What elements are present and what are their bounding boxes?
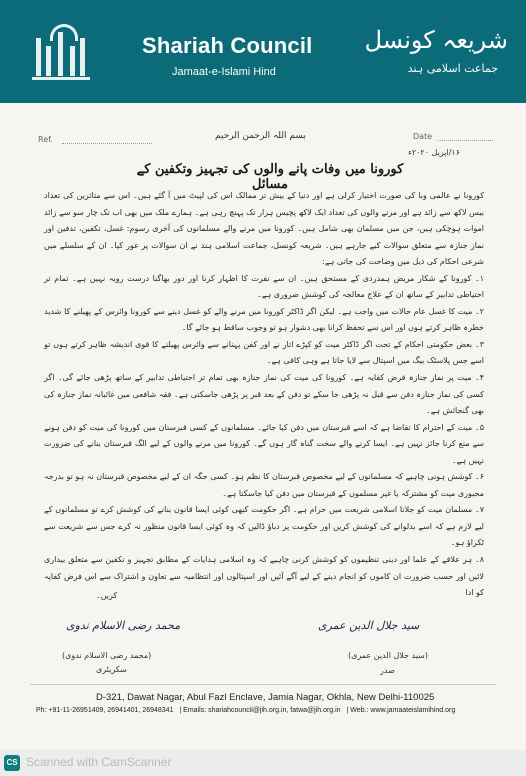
- point-4: ۴۔ میت پر نماز جنازہ فرض کفایہ ہے۔ کورونا کی میت کی نماز جنازہ بھی تمام تر احتیاطی تدابیر کے ساتھ پڑھی جائے گی۔ اگر کسی کی نماز جنازہ دفن سے قبل نہ پڑھی جا سکے تو دفن کے بعد قبر پر پڑھی جاسکتی ہے۔ فقہ شافعی میں غائبانہ نماز جنازہ کی بھی گنجائش ہے۔: [44, 373, 484, 416]
- footer-contact: [36, 707, 496, 714]
- footer-web: | Web.: www.jamaateislamihind.org: [346, 707, 456, 714]
- ref-field-line: [62, 143, 152, 144]
- point-7: ۷۔ مسلمان میت کو جلانا اسلامی شریعت میں حرام ہے۔ اگر حکومت کبھی کوئی ایسا قانون بنانے کی کوشش کرے تو مسلمانوں کے لیے لازم ہے کہ اسے بدلوانے کی کوشش کریں اور حکومت پر دباؤ ڈالیں کہ وہ کوئی ایسا قانون منظور نہ کرے جس سے شریعت سے ٹکراؤ ہو۔: [44, 505, 484, 548]
- scanner-watermark-bar: [0, 750, 526, 776]
- point-2: ۲۔ میت کا غسل عام حالات میں واجب ہے۔ لیکن اگر ڈاکٹر کورونا میں مرنے والے کو غسل دینے سے کورونا وائرس کے پھیلنے کا شدید خطرہ ظاہر کرتے ہوں اور اس سے تحفظ کرانا بھی دشوار ہو تو وجوب ساقط ہو جائے گا۔: [44, 306, 484, 333]
- president-designation: صدر: [380, 666, 395, 675]
- footer-divider: [30, 684, 496, 685]
- closing-word: کریں۔: [96, 591, 118, 600]
- secretary-designation: سکریٹری: [96, 665, 127, 674]
- president-name: (سید جلال الدین عمری): [348, 651, 428, 660]
- intro-paragraph: کورونا نے عالمی وبا کی صورت اختیار کرلی ہے اور دنیا کے بیش تر ممالک اس کی لپیٹ میں آ گئے ہیں۔ اس سے متاثرین کی تعداد بیس لاکھ سے زائد ہے اور مرنے والوں کی تعداد ایک لاکھ پچیس ہزار تک پہنچ رہی ہے۔ ہمارے ملک میں بھی اب تک چار سو سے زائد اموات ہوچکی ہیں، جن میں مسلمان بھی شامل ہیں۔ کورونا میں مرنے والے مسلمانوں کی آخری رسوم: غسل، تکفین، تدفین اور نماز جنازہ سے متعلق سوالات کیے جارہے ہیں۔ شریعہ کونسل، جماعت اسلامی ہند نے ان سوالات پر غور کیا۔ ان کے سلسلے میں شرعی احکام کی ذیل میں وضاحت کی جاتی ہے:: [44, 191, 484, 267]
- footer-phone: Ph: +91-11-26951409, 26941401, 26948341: [36, 707, 174, 714]
- point-5: ۵۔ میت کے احترام کا تقاضا ہے کہ اسے قبرستان میں دفن کیا جائے۔ مسلمانوں کے کسی قبرستان میں کورونا کی میت کو دفن ہونے سے منع کرنا جائز نہیں ہے۔ ایسا کرنے والے سخت گناہ گار ہوں گے۔ کورونا میں مرنے والوں کے لیے الگ قبرستان بنانے کی ضرورت نہیں ہے۔: [44, 422, 484, 465]
- president-signature: سید جلال الدین عمری: [318, 619, 420, 632]
- footer-emails: | Emails: shariahcouncil@jih.org.in, fatwa@jih.org.in: [179, 707, 341, 714]
- point-1: ۱۔ کورونا کے شکار مریض ہمدردی کے مستحق ہیں۔ ان سے نفرت کا اظہار کرنا اور دور بھاگنا درست رویہ نہیں ہے۔ تمام تر احتیاطی تدابیر کے ساتھ ان کے علاج معالجہ کی کوشش ضروری ہے۔: [44, 273, 484, 300]
- date-label: Date: [413, 132, 433, 141]
- letterhead-header: [0, 0, 526, 103]
- document-title: کورونا میں وفات پانے والوں کی تجہیز وتکفین کے مسائل: [136, 162, 404, 192]
- org-subtitle-urdu: جماعت اسلامی ہند: [407, 62, 498, 75]
- letter-body: [44, 188, 484, 602]
- point-3: ۳۔ بعض حکومتی احکام کے تحت اگر ڈاکٹر میت کو کپڑے اتار نے اور کفن پہنانے سے وائرس پھیلنے کا قوی اندیشہ ظاہر کرتے ہوں تو اسے جس پلاسٹک بیگ میں اسپتال سے لایا جاتا ہے وہی کافی ہے۔: [44, 339, 484, 366]
- secretary-signature: محمد رضی الاسلام ندوی: [66, 619, 181, 632]
- ref-label: Ref.: [38, 135, 53, 144]
- org-title-urdu: شریعہ کونسل: [364, 26, 508, 54]
- footer-address: D-321, Dawat Nagar, Abul Fazl Enclave, Jamia Nagar, Okhla, New Delhi-110025: [96, 692, 435, 703]
- date-field-line: [438, 140, 493, 141]
- point-6: ۶۔ کوشش ہونی چاہیے کہ مسلمانوں کے لیے مخصوص قبرستان کا نظم ہو۔ کسی جگہ ان کے لیے مخصوص قبرستان نہ ہو تو بدرجہ مجبوری میت کو مشترکہ یا غیر مسلموں کے قبرستان میں دفن کیا جاسکتا ہے۔: [44, 472, 484, 498]
- scanner-watermark: Scanned with CamScanner: [26, 755, 172, 769]
- point-8: ۸۔ ہر علاقے کے علما اور دینی تنظیموں کو کوشش کرنی چاہیے کہ وہ اسلامی ہدایات کے مطابق تجہیز و تکفین سے متعلق بیداری لائیں اور حسب ضرورت ان کاموں کو انجام دینے کے لیے آگے آئیں اور اسپتالوں اور انتظامیہ سے تعاون و اشتراک سے اس فرض کفایہ کو ادا: [44, 555, 484, 598]
- minaret-logo-icon: [30, 20, 92, 90]
- bismillah: بسم اللہ الرحمن الرحیم: [215, 131, 306, 141]
- org-subtitle-english: Jamaat-e-Islami Hind: [172, 66, 276, 78]
- org-title-english: Shariah Council: [142, 33, 313, 58]
- date-value: ۱۶/اپریل ۲۰۲۰ء: [408, 148, 460, 157]
- camscanner-logo-icon: CS: [4, 755, 20, 771]
- secretary-name: (محمد رضی الاسلام ندوی): [62, 651, 152, 660]
